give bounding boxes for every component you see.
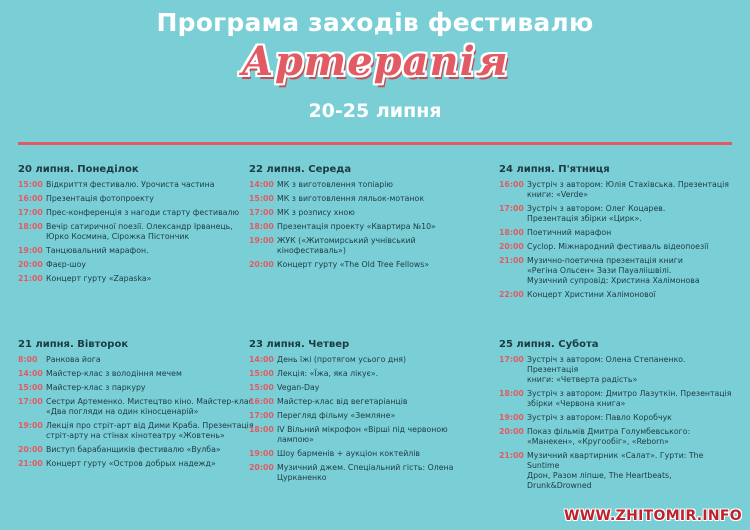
event-time: 15:00 [249,369,274,378]
event-line: Зустріч з автором: Дмитро Лазуткін. Презентація [527,389,732,398]
header-divider [18,142,732,145]
event-description [527,413,735,423]
event-description [277,236,485,256]
event-row [249,194,485,204]
event-row [499,355,735,385]
event-description [277,411,485,421]
event-description [527,256,735,286]
event-line: «Два погляди на один кіносценарій» [46,407,199,416]
event-time: 20:00 [18,260,43,269]
event-row [249,236,485,256]
event-line: «Регіна Ольсен» Зази Пауаліішвілі. [527,266,672,275]
festival-dates: 20-25 липня [308,100,442,122]
event-time: 18:00 [18,222,43,231]
event-row [18,194,254,204]
event-line: збірки «Червона книга» [527,399,626,408]
event-line: Перегляд фільму «Земляне» [277,411,396,420]
event-line: книги: «Четверта радість» [527,375,638,384]
event-row [18,369,254,379]
event-time: 20:00 [249,463,274,472]
event-time: 17:00 [249,208,274,217]
day-column-25 [499,339,735,495]
event-line: Музичний супровід: Христина Халімонова [527,276,700,285]
event-time: 19:00 [18,421,43,430]
event-time: 19:00 [499,413,524,422]
event-row [249,411,485,421]
event-row [18,459,254,469]
event-row [499,427,735,447]
site-watermark: WWW.ZHITOMIR.INFO [563,508,742,524]
event-line: Відкриття фестивалю. Урочиста частина [46,180,215,189]
event-line: книги: «Verde» [527,190,589,199]
event-row [18,180,254,190]
event-row [249,449,485,459]
event-line: Майстер-клас з паркуру [46,383,146,392]
event-line: Концерт Христини Халімонової [527,290,656,299]
event-line: Майстер-клас від вегетаріанців [277,397,408,406]
event-description [277,397,485,407]
event-row [18,445,254,455]
event-line: Ранкова йога [46,355,101,364]
event-description [527,180,735,200]
event-row [18,397,254,417]
event-description [277,194,485,204]
event-row [18,274,254,284]
event-line: Танцювальний марафон. [46,246,149,255]
event-time: 18:00 [499,228,524,237]
day-title: 24 липня. П'ятниця [499,164,610,175]
event-description [277,463,485,483]
day-column-20 [18,164,254,288]
event-row [249,180,485,190]
event-line: Майстер-клас з володіння мечем [46,369,182,378]
event-description [46,194,254,204]
event-line: Концерт гурту «The Old Tree Fellows» [277,260,430,269]
event-description [527,389,735,409]
event-line: стріт-арту на стінах кінотеатру «Жовтень» [46,431,225,440]
event-time: 15:00 [18,383,43,392]
event-time: 19:00 [18,246,43,255]
event-description [46,260,254,270]
event-line: МК з виготовлення ляльок-мотанок [277,194,425,203]
event-line: Музично-поетична презентація книги [527,256,683,265]
day-column-22 [249,164,485,274]
event-row [249,208,485,218]
event-row [18,246,254,256]
event-time: 17:00 [499,355,524,364]
event-time: 15:00 [18,180,43,189]
event-line: Лекція про стріт-арт від Дими Краба. Презентація [46,421,254,430]
event-row [249,397,485,407]
day-title: 22 липня. Середа [249,164,352,175]
event-line: IV Вільний мікрофон «Вірші під червоною лампою» [277,425,448,444]
event-line: МК з розпису хною [277,208,355,217]
event-time: 20:00 [499,242,524,251]
event-time: 19:00 [249,449,274,458]
event-row [499,180,735,200]
event-row [499,389,735,409]
event-line: Музичний джем. Спеціальний гість: Олена Цурканенко [277,463,454,482]
event-row [249,425,485,445]
event-time: 17:00 [249,411,274,420]
event-row [249,355,485,365]
page-title: Програма заходів фестивалю [156,8,594,37]
event-time: 16:00 [249,397,274,406]
event-row [499,242,735,252]
event-line: «Манекен», «Кругообіг», «Reborn» [527,437,669,446]
event-row [249,222,485,232]
event-line: Концерт гурту «Остров добрых надежд» [46,459,216,468]
event-time: 22:00 [499,290,524,299]
event-row [499,228,735,238]
event-time: 17:00 [18,208,43,217]
event-line: Зустріч з автором: Павло Коробчук [527,413,672,422]
event-description [46,180,254,190]
event-time: 17:00 [18,397,43,406]
event-time: 21:00 [18,274,43,283]
day-column-21 [18,339,254,473]
event-line: Лекція: «Їжа, яка лікує». [277,369,379,378]
event-row [249,260,485,270]
event-line: Юрко Космина, Сірожка Пістончик [46,232,190,241]
event-description [277,355,485,365]
event-line: Вечір сатиричної поезії. Олександр Ірванець, [46,222,233,231]
event-description [46,421,254,441]
event-time: 16:00 [499,180,524,189]
event-time: 20:00 [249,260,274,269]
event-line: Презентація фотопроекту [46,194,154,203]
event-description [527,204,735,224]
day-title: 25 липня. Субота [499,339,599,350]
event-time: 18:00 [249,425,274,434]
event-row [18,260,254,270]
event-description [277,222,485,232]
event-description [277,180,485,190]
day-title: 21 липня. Вівторок [18,339,129,350]
event-description [277,260,485,270]
event-row [18,222,254,242]
event-line: Виступ барабанщиків фестивалю «Вулба» [46,445,221,454]
event-description [527,228,735,238]
event-time: 14:00 [249,355,274,364]
event-time: 18:00 [499,389,524,398]
event-line: Дрон, Разом ліпше, The Heartbeats, Drunk&Drowned [527,471,672,490]
event-line: Поетичний марафон [527,228,612,237]
day-column-24 [499,164,735,304]
event-row [18,383,254,393]
event-description [46,246,254,256]
event-description [277,383,485,393]
event-line: День їжі (протягом усього дня) [277,355,407,364]
day-title: 23 липня. Четвер [249,339,350,350]
event-time: 21:00 [499,256,524,265]
event-line: Презентація проекту «Квартира №10» [277,222,436,231]
event-line: Сестри Артеменко. Мистецтво кіно. Майстер-клас [46,397,253,406]
event-time: 15:00 [249,194,274,203]
event-line: Фаєр-шоу [46,260,87,269]
event-time: 15:00 [249,383,274,392]
event-description [277,208,485,218]
event-description [527,355,735,385]
event-row [499,204,735,224]
event-row [499,290,735,300]
day-column-23 [249,339,485,487]
event-row [18,421,254,441]
event-line: Концерт гурту «Zapaska» [46,274,152,283]
event-row [499,413,735,423]
event-time: 20:00 [18,445,43,454]
event-line: Зустріч з автором: Олег Коцарев. [527,204,666,213]
event-time: 16:00 [18,194,43,203]
event-line: Презентація збірки «Цирк». [527,214,642,223]
event-description [46,397,254,417]
event-description [527,290,735,300]
event-line: Шоу барменів + аукціон коктейлів [277,449,421,458]
event-description [46,355,254,365]
event-line: Cyclop. Міжнародний фестиваль відеопоезії [527,242,709,251]
event-row [249,369,485,379]
event-row [249,463,485,483]
event-line: ЖУК («Житомирський учнівський кінофестиваль») [277,236,416,255]
event-line: Показ фільмів Дмитра Голумбевського: [527,427,691,436]
event-time: 19:00 [249,236,274,245]
event-time: 14:00 [18,369,43,378]
event-row [249,383,485,393]
event-line: Зустріч з автором: Юлія Стахівська. Презентація [527,180,729,189]
event-description [46,383,254,393]
event-time: 18:00 [249,222,274,231]
event-description [46,369,254,379]
event-description [527,242,735,252]
event-time: 14:00 [249,180,274,189]
day-title: 20 липня. Понеділок [18,164,139,175]
event-description [277,449,485,459]
event-line: МК з виготовлення топіарію [277,180,393,189]
event-description [46,274,254,284]
event-row [18,208,254,218]
event-description [277,425,485,445]
event-row [499,256,735,286]
event-description [46,459,254,469]
event-line: Прес-конференція з нагоди старту фестивалю [46,208,240,217]
event-description [46,208,254,218]
event-description [46,222,254,242]
event-line: Музичний квартирник «Салат». Гурти: The Suntime [527,451,704,470]
festival-logo: Артерапія [241,38,509,85]
event-row [499,451,735,491]
event-time: 21:00 [499,451,524,460]
event-line: Зустріч з автором: Олена Степаненко. Презентація [527,355,686,374]
event-line: Vegan-Day [277,383,320,392]
event-time: 8:00 [18,355,38,364]
event-description [527,451,735,491]
event-time: 20:00 [499,427,524,436]
event-description [46,445,254,455]
event-description [277,369,485,379]
event-row [18,355,254,365]
event-description [527,427,735,447]
event-time: 21:00 [18,459,43,468]
event-time: 17:00 [499,204,524,213]
